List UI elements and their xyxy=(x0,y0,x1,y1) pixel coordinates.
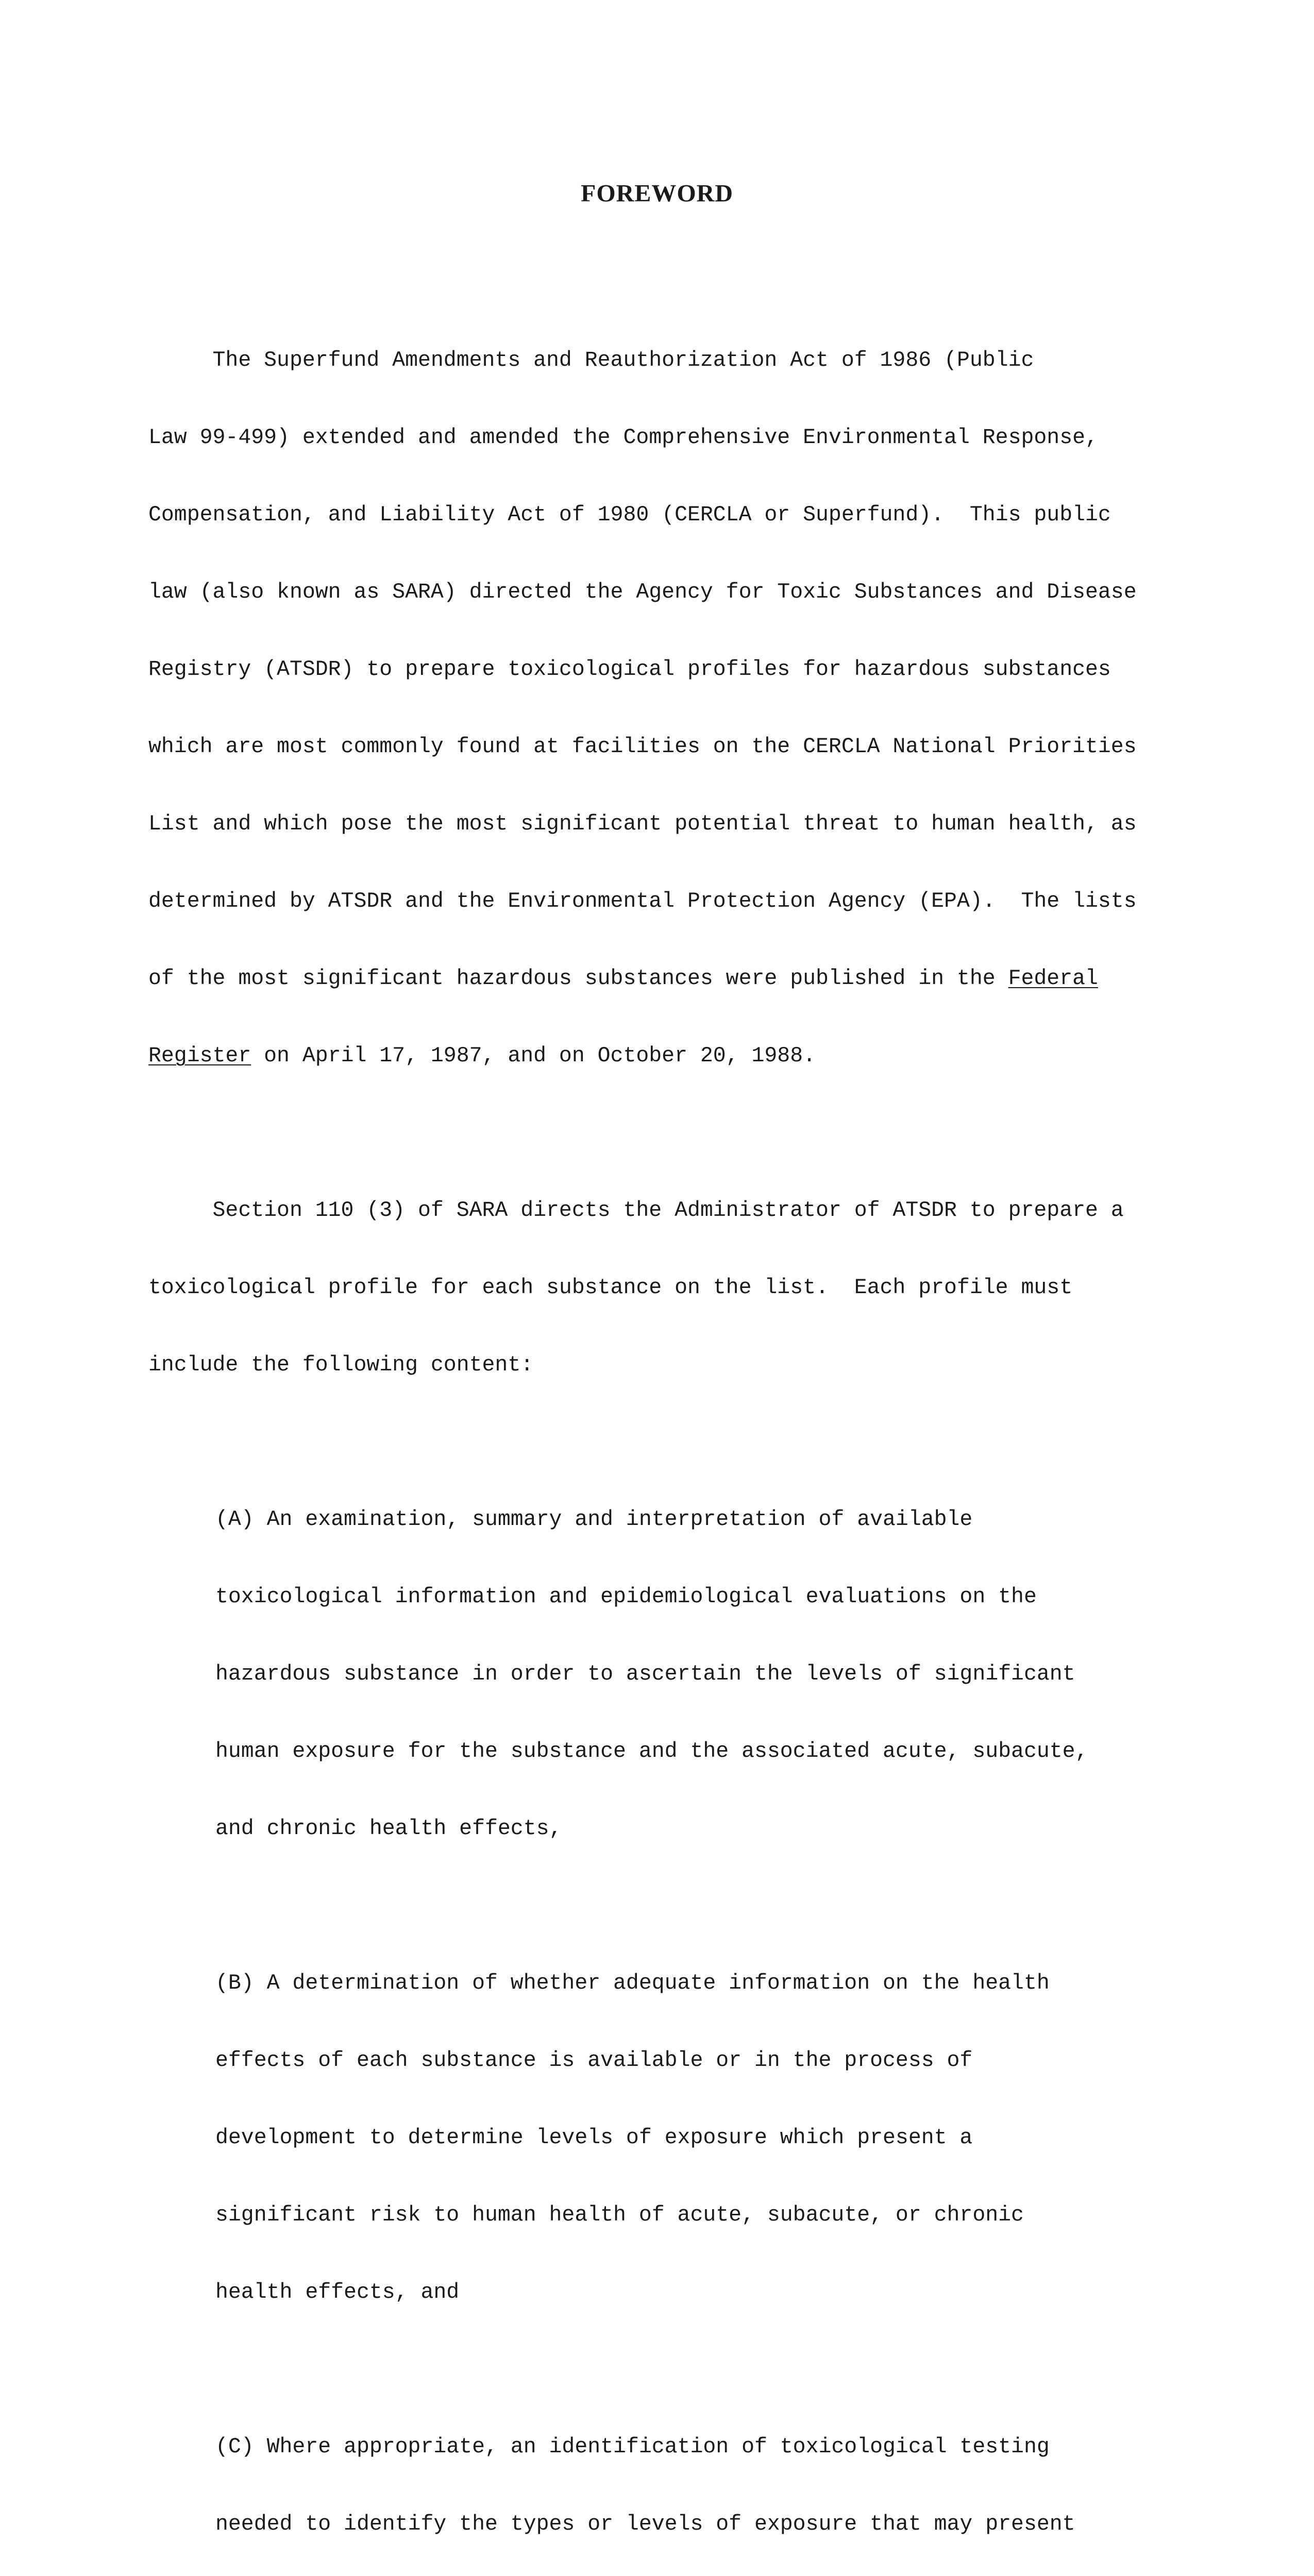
page-title: FOREWORD xyxy=(581,180,733,207)
list-item-c xyxy=(215,2383,1179,2576)
text-segment: on April 17, 1987, and on October 20, 1988. xyxy=(251,1044,816,1068)
text-line: law (also known as SARA) directed the Agency for Toxic Substances and Disease xyxy=(148,580,1137,604)
text-line: needed to identify the types or levels of exposure that may present xyxy=(215,2512,1075,2536)
text-line: significant risk to human health of acute, subacute, or chronic xyxy=(215,2203,1024,2227)
paragraph-superfund xyxy=(148,296,1179,1121)
list-item-a xyxy=(215,1455,1179,1893)
text-line: and chronic health effects, xyxy=(215,1817,562,1841)
text-line: development to determine levels of exposure which present a xyxy=(215,2126,973,2150)
text-line: (A) An examination, summary and interpretation of available xyxy=(215,1507,973,1532)
list-item-b xyxy=(215,1919,1179,2357)
text-line: (C) Where appropriate, an identification of toxicological testing xyxy=(215,2435,1050,2459)
text-segment: of the most significant hazardous substances were published in the xyxy=(148,967,1008,991)
body-text xyxy=(148,296,1179,2576)
text-line: toxicological information and epidemiological evaluations on the xyxy=(215,1585,1037,1609)
text-line: (B) A determination of whether adequate information on the health xyxy=(215,1971,1050,1995)
text-line xyxy=(148,1043,1179,1069)
text-line xyxy=(148,966,1179,992)
text-line: effects of each substance is available or in the process of xyxy=(215,2048,973,2073)
text-line: Registry (ATSDR) to prepare toxicological profiles for hazardous substances xyxy=(148,657,1111,682)
text-line: hazardous substance in order to ascertain the levels of significant xyxy=(215,1662,1075,1686)
text-line: List and which pose the most significant potential threat to human health, as xyxy=(148,812,1137,836)
text-line: Section 110 (3) of SARA directs the Administrator of ATSDR to prepare a xyxy=(148,1198,1124,1223)
text-line: which are most commonly found at facilities on the CERCLA National Priorities xyxy=(148,735,1137,759)
text-line: include the following content: xyxy=(148,1353,534,1377)
text-line: Law 99-499) extended and amended the Comprehensive Environmental Response, xyxy=(148,426,1098,450)
paragraph-section-110 xyxy=(148,1146,1179,1430)
federal-register-underlined: Federal xyxy=(1008,967,1098,991)
text-line: toxicological profile for each substance on the list. Each profile must xyxy=(148,1276,1073,1300)
federal-register-underlined: Register xyxy=(148,1044,251,1068)
text-line: health effects, and xyxy=(215,2280,460,2304)
text-line: determined by ATSDR and the Environmental Protection Agency (EPA). The lists xyxy=(148,889,1137,913)
text-line: human exposure for the substance and the associated acute, subacute, xyxy=(215,1739,1088,1764)
text-line: The Superfund Amendments and Reauthorization Act of 1986 (Public xyxy=(148,348,1034,372)
text-line: Compensation, and Liability Act of 1980 (CERCLA or Superfund). This public xyxy=(148,503,1111,527)
